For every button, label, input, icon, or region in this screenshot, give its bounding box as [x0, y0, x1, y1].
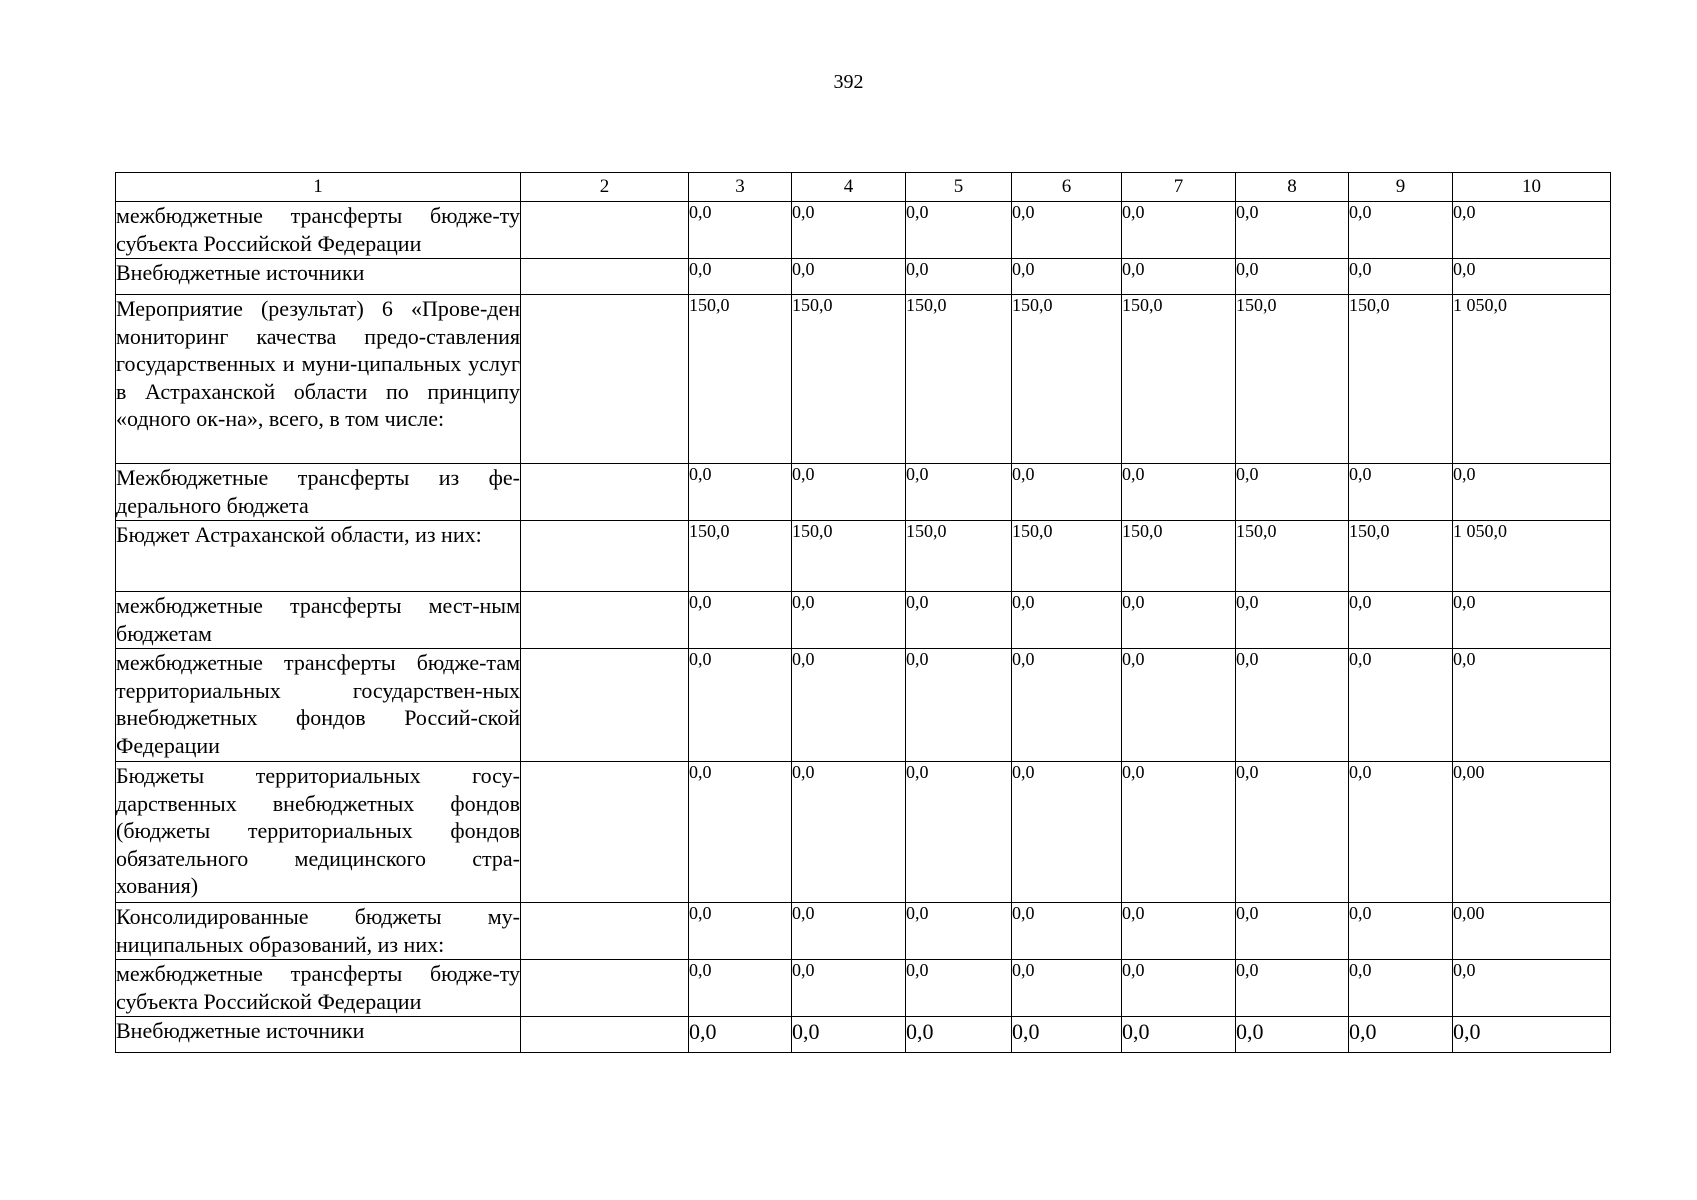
- column-header: 3: [689, 173, 792, 202]
- row-value-cell: 0,0: [1349, 464, 1453, 521]
- row-value-cell: 0,0: [906, 960, 1012, 1017]
- row-value-cell: 0,0: [1236, 464, 1349, 521]
- row-value-cell: 150,0: [1012, 295, 1122, 464]
- row-col2-cell: [521, 521, 689, 592]
- row-value-cell: 0,0: [906, 762, 1012, 903]
- row-value-cell: 0,0: [1453, 649, 1611, 762]
- row-value-cell: 0,0: [689, 762, 792, 903]
- row-value-cell: 0,0: [1012, 649, 1122, 762]
- page-number: 392: [833, 71, 864, 93]
- row-value-cell: 0,0: [1122, 960, 1236, 1017]
- row-value-cell: 0,0: [1349, 259, 1453, 295]
- row-value-cell: 0,0: [792, 592, 906, 649]
- row-value-cell: 0,0: [906, 903, 1012, 960]
- row-value-cell: 0,0: [792, 202, 906, 259]
- column-header: 6: [1012, 173, 1122, 202]
- row-value-cell: 150,0: [1122, 295, 1236, 464]
- row-value-cell: 0,0: [1349, 903, 1453, 960]
- row-value-cell: 150,0: [689, 521, 792, 592]
- row-value-cell: 0,0: [1012, 202, 1122, 259]
- table-row: [116, 202, 1611, 259]
- row-value-cell: 0,0: [792, 259, 906, 295]
- row-value-cell: 1 050,0: [1453, 521, 1611, 592]
- table-row: [116, 762, 1611, 903]
- row-value-cell: 0,0: [1453, 960, 1611, 1017]
- row-value-cell: 0,00: [1453, 762, 1611, 903]
- row-description: межбюджетные трансферты бюдже-ту субъекта Российской Федерации: [116, 960, 521, 1017]
- row-value-cell: 150,0: [1349, 521, 1453, 592]
- table-row: [116, 259, 1611, 295]
- row-value-cell: 0,0: [1453, 592, 1611, 649]
- row-value-cell: 0,0: [1349, 592, 1453, 649]
- row-value-cell: 0,0: [1012, 903, 1122, 960]
- row-col2-cell: [521, 202, 689, 259]
- row-value-cell: 0,0: [1349, 202, 1453, 259]
- row-col2-cell: [521, 1017, 689, 1053]
- row-value-cell: 0,0: [689, 960, 792, 1017]
- row-value-cell: 150,0: [906, 295, 1012, 464]
- row-description: Внебюджетные источники: [116, 1017, 521, 1053]
- row-value-cell: 0,0: [1236, 903, 1349, 960]
- row-description: Межбюджетные трансферты из фе-дерального бюджета: [116, 464, 521, 521]
- row-value-cell: 0,0: [1122, 259, 1236, 295]
- row-value-cell: 150,0: [1236, 521, 1349, 592]
- row-value-cell: 0,00: [1453, 903, 1611, 960]
- row-value-cell: 0,0: [1012, 960, 1122, 1017]
- row-value-cell: 0,0: [1012, 592, 1122, 649]
- row-value-cell: 0,0: [1012, 1017, 1122, 1053]
- row-col2-cell: [521, 960, 689, 1017]
- column-header: 7: [1122, 173, 1236, 202]
- row-value-cell: 0,0: [1453, 464, 1611, 521]
- table-row: [116, 649, 1611, 762]
- row-value-cell: 150,0: [906, 521, 1012, 592]
- table-row: [116, 464, 1611, 521]
- row-value-cell: 150,0: [1122, 521, 1236, 592]
- row-col2-cell: [521, 903, 689, 960]
- row-col2-cell: [521, 464, 689, 521]
- column-header: 4: [792, 173, 906, 202]
- row-value-cell: 0,0: [1349, 960, 1453, 1017]
- table-row: [116, 295, 1611, 464]
- row-value-cell: 0,0: [906, 649, 1012, 762]
- row-value-cell: 0,0: [1349, 649, 1453, 762]
- row-value-cell: 0,0: [1453, 1017, 1611, 1053]
- row-value-cell: 0,0: [1349, 762, 1453, 903]
- column-header: 2: [521, 173, 689, 202]
- row-value-cell: 0,0: [1012, 464, 1122, 521]
- budget-table: [115, 172, 1611, 1053]
- row-value-cell: 150,0: [1236, 295, 1349, 464]
- row-col2-cell: [521, 592, 689, 649]
- row-col2-cell: [521, 259, 689, 295]
- row-value-cell: 0,0: [906, 592, 1012, 649]
- row-value-cell: 150,0: [792, 521, 906, 592]
- row-value-cell: 0,0: [906, 464, 1012, 521]
- row-description: межбюджетные трансферты мест-ным бюджетам: [116, 592, 521, 649]
- row-value-cell: 0,0: [1122, 649, 1236, 762]
- column-header: 9: [1349, 173, 1453, 202]
- row-description: Внебюджетные источники: [116, 259, 521, 295]
- row-value-cell: 150,0: [689, 295, 792, 464]
- row-value-cell: 0,0: [1453, 259, 1611, 295]
- row-value-cell: 0,0: [1122, 762, 1236, 903]
- row-value-cell: 150,0: [1012, 521, 1122, 592]
- row-value-cell: 0,0: [792, 464, 906, 521]
- row-value-cell: 0,0: [1236, 202, 1349, 259]
- row-value-cell: 0,0: [1122, 1017, 1236, 1053]
- table-row: [116, 903, 1611, 960]
- row-value-cell: 0,0: [1012, 259, 1122, 295]
- row-value-cell: 0,0: [1236, 592, 1349, 649]
- row-value-cell: 0,0: [1012, 762, 1122, 903]
- row-col2-cell: [521, 762, 689, 903]
- row-value-cell: 0,0: [1236, 649, 1349, 762]
- row-value-cell: 0,0: [689, 1017, 792, 1053]
- row-value-cell: 0,0: [689, 903, 792, 960]
- row-value-cell: 0,0: [792, 762, 906, 903]
- column-header: 8: [1236, 173, 1349, 202]
- row-value-cell: 0,0: [689, 464, 792, 521]
- table-row: [116, 521, 1611, 592]
- row-value-cell: 0,0: [1236, 960, 1349, 1017]
- row-value-cell: 150,0: [792, 295, 906, 464]
- row-value-cell: 0,0: [1236, 1017, 1349, 1053]
- row-col2-cell: [521, 649, 689, 762]
- table-row: [116, 592, 1611, 649]
- row-description: Консолидированные бюджеты му-ниципальных образований, из них:: [116, 903, 521, 960]
- table-row: [116, 960, 1611, 1017]
- row-value-cell: 0,0: [792, 960, 906, 1017]
- table-row: [116, 1017, 1611, 1053]
- row-value-cell: 0,0: [906, 1017, 1012, 1053]
- row-description: межбюджетные трансферты бюдже-там территориальных государствен-ных внебюджетных фондов Россий-ской Федерации: [116, 649, 521, 762]
- row-value-cell: 0,0: [1122, 592, 1236, 649]
- row-value-cell: 0,0: [689, 202, 792, 259]
- row-value-cell: 0,0: [1349, 1017, 1453, 1053]
- row-value-cell: 150,0: [1349, 295, 1453, 464]
- row-value-cell: 0,0: [1236, 762, 1349, 903]
- row-value-cell: 0,0: [689, 592, 792, 649]
- header-row: [116, 173, 1611, 202]
- row-description: Бюджеты территориальных госу-дарственных внебюджетных фондов (бюджеты территориальных фондов обязательного медицинского стра-хования): [116, 762, 521, 903]
- row-value-cell: 0,0: [792, 903, 906, 960]
- row-value-cell: 0,0: [1236, 259, 1349, 295]
- column-header: 1: [116, 173, 521, 202]
- row-value-cell: 0,0: [1122, 903, 1236, 960]
- row-value-cell: 0,0: [906, 202, 1012, 259]
- row-value-cell: 0,0: [906, 259, 1012, 295]
- row-col2-cell: [521, 295, 689, 464]
- row-value-cell: 0,0: [1122, 202, 1236, 259]
- column-header: 5: [906, 173, 1012, 202]
- row-description: Мероприятие (результат) 6 «Прове-ден мониторинг качества предо-ставления государственных и муни-ципальных услуг в Астраханской области по принципу «одного ок-на», всего, в том числе:: [116, 295, 521, 464]
- row-description: межбюджетные трансферты бюдже-ту субъекта Российской Федерации: [116, 202, 521, 259]
- row-value-cell: 1 050,0: [1453, 295, 1611, 464]
- row-value-cell: 0,0: [689, 259, 792, 295]
- row-value-cell: 0,0: [792, 649, 906, 762]
- row-value-cell: 0,0: [1122, 464, 1236, 521]
- row-value-cell: 0,0: [689, 649, 792, 762]
- row-value-cell: 0,0: [1453, 202, 1611, 259]
- row-value-cell: 0,0: [792, 1017, 906, 1053]
- row-description: Бюджет Астраханской области, из них:: [116, 521, 521, 592]
- column-header: 10: [1453, 173, 1611, 202]
